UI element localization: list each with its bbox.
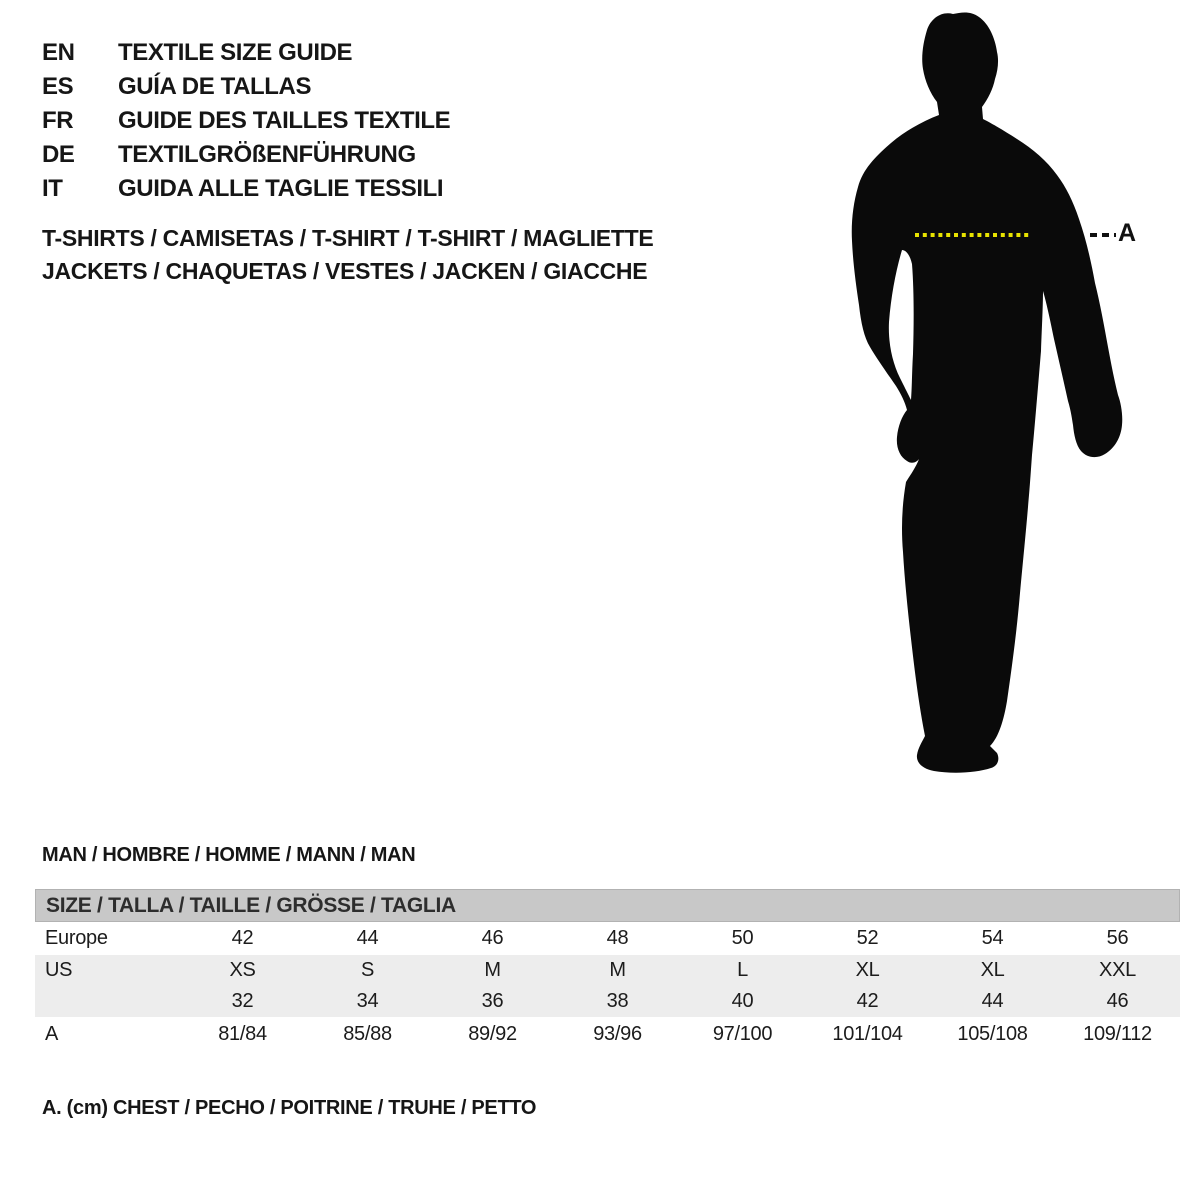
table-cell: 44 [356, 927, 379, 949]
table-cell: M [484, 959, 501, 981]
table-cell: 42 [231, 927, 254, 949]
table-cell: 40 [731, 990, 754, 1012]
table-row-europe [35, 922, 1180, 955]
table-cell: M [609, 959, 626, 981]
table-cell: XS [229, 959, 256, 981]
table-cell: 85/88 [343, 1022, 392, 1045]
language-code: ES [42, 73, 74, 100]
table-cell: 44 [981, 990, 1004, 1012]
table-cell: L [737, 959, 748, 981]
table-cell: XXL [1099, 959, 1136, 981]
table-cell: 32 [231, 990, 254, 1012]
table-cell: S [360, 959, 375, 981]
table-cell: 93/96 [593, 1022, 642, 1045]
language-title: GUÍA DE TALLAS [118, 73, 312, 100]
table-cell: 46 [481, 927, 504, 949]
language-row-it [42, 172, 450, 206]
row-label: A [45, 1022, 59, 1045]
row-label: US [45, 959, 73, 981]
table-cell: 42 [856, 990, 879, 1012]
section-title-man: MAN / HOMBRE / HOMME / MANN / MAN [42, 844, 416, 866]
language-title: TEXTILE SIZE GUIDE [118, 39, 353, 66]
man-silhouette-figure [850, 8, 1125, 774]
table-row-us [35, 955, 1180, 986]
table-cell: XL [980, 959, 1005, 981]
category-block [42, 222, 653, 288]
language-row-es [42, 70, 450, 104]
table-cell: 36 [481, 990, 504, 1012]
language-title: GUIDA ALLE TAGLIE TESSILI [118, 175, 444, 202]
size-table-header: SIZE / TALLA / TAILLE / GRÖSSE / TAGLIA [35, 889, 1180, 922]
table-cell: 54 [981, 927, 1004, 949]
table-cell: 81/84 [218, 1022, 267, 1045]
language-code: EN [42, 39, 75, 66]
language-code: DE [42, 141, 75, 168]
table-cell: 97/100 [712, 1022, 773, 1045]
table-cell: 101/104 [832, 1022, 903, 1045]
table-cell: 38 [606, 990, 629, 1012]
footnote-chest-measure: A. (cm) CHEST / PECHO / POITRINE / TRUHE / PETTO [42, 1097, 537, 1119]
measure-label-a: A [1118, 219, 1137, 247]
language-list [42, 36, 450, 206]
table-cell: 89/92 [468, 1022, 517, 1045]
table-row-us-numeric [35, 986, 1180, 1017]
language-title: GUIDE DES TAILLES TEXTILE [118, 107, 451, 134]
man-silhouette [852, 12, 1123, 772]
row-label: Europe [45, 927, 108, 949]
table-cell: 52 [856, 927, 879, 949]
table-cell: 46 [1106, 990, 1129, 1012]
table-cell: 109/112 [1083, 1022, 1152, 1045]
language-title: TEXTILGRÖßENFÜHRUNG [118, 141, 416, 168]
table-cell: 48 [606, 927, 629, 949]
table-cell: 50 [731, 927, 754, 949]
language-row-en [42, 36, 450, 70]
language-code: FR [42, 107, 74, 134]
size-table [35, 889, 1180, 1051]
table-cell: 34 [356, 990, 379, 1012]
language-code: IT [42, 175, 63, 202]
language-row-de [42, 138, 450, 172]
language-row-fr [42, 104, 450, 138]
category-tshirts: T-SHIRTS / CAMISETAS / T-SHIRT / T-SHIRT / MAGLIETTE [42, 225, 654, 251]
table-cell: 56 [1106, 927, 1129, 949]
table-cell: XL [855, 959, 880, 981]
category-jackets: JACKETS / CHAQUETAS / VESTES / JACKEN / GIACCHE [42, 258, 648, 284]
table-cell: 105/108 [957, 1022, 1028, 1045]
table-row-chest [35, 1017, 1180, 1051]
